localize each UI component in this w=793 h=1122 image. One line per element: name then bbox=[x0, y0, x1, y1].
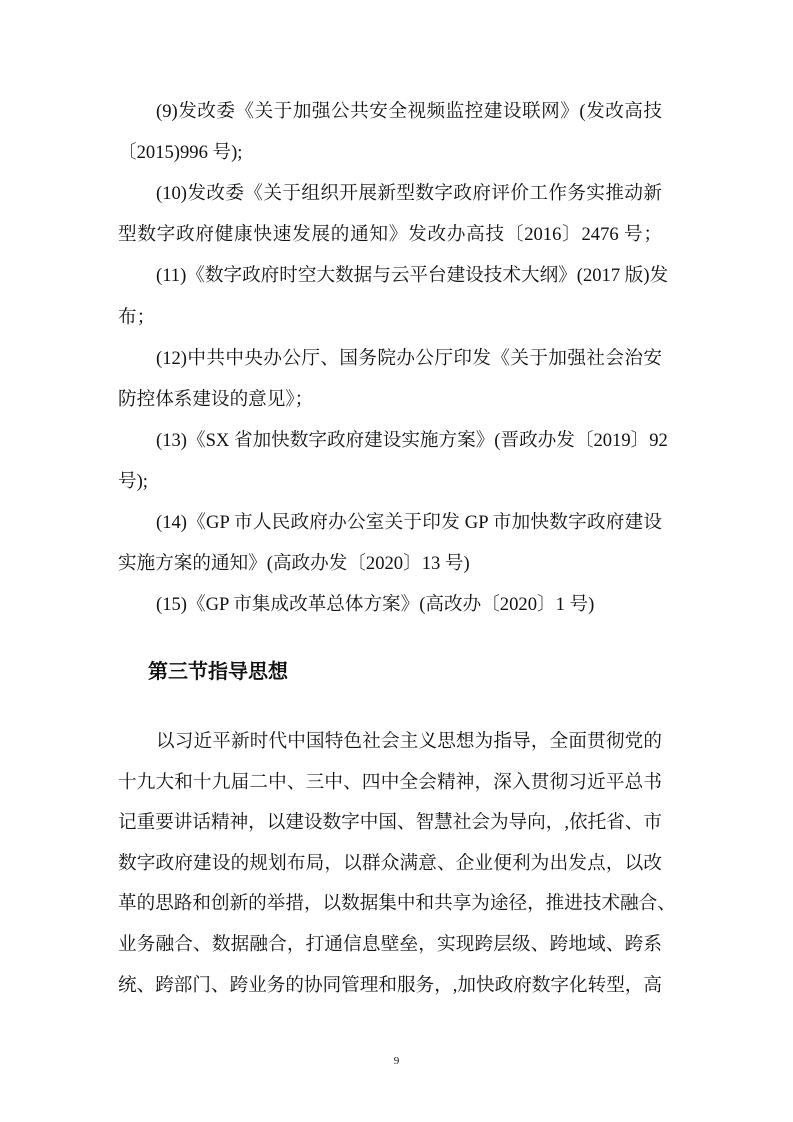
reference-line: (14)《GP 市人民政府办公室关于印发 GP 市加快数字政府建设 bbox=[156, 512, 662, 533]
paragraph-line: 十九大和十九届二中、三中、四中全会精神，深入贯彻习近平总书 bbox=[118, 771, 662, 793]
reference-line: (13)《SX 省加快数字政府建设实施方案》(晋政办发〔2019〕92 bbox=[156, 429, 668, 451]
section-heading: 第三节指导思想 bbox=[148, 659, 288, 683]
reference-line: 防控体系建设的意见》； bbox=[118, 388, 314, 410]
reference-line: 布； bbox=[118, 306, 156, 328]
reference-line: (11)《数字政府时空大数据与云平台建设技术大纲》(2017 版)发 bbox=[156, 265, 669, 287]
reference-line: 〔2015)996 号); bbox=[118, 142, 243, 164]
paragraph-line: 统、跨部门、跨业务的协同管理和服务，,加快政府数字化转型，高 bbox=[118, 974, 662, 996]
reference-line: (12)中共中央办公厅、国务院办公厅印发《关于加强社会治安 bbox=[156, 347, 662, 369]
reference-line: 号); bbox=[118, 470, 148, 492]
reference-line: (9)发改委《关于加强公共安全视频监控建设联网》(发改高技 bbox=[156, 101, 662, 122]
reference-line: 型数字政府健康快速发展的通知》发改办高技〔2016〕2476 号； bbox=[118, 224, 662, 246]
paragraph-line: 记重要讲话精神，以建设数字中国、智慧社会为导向，,依托省、市 bbox=[118, 812, 662, 834]
paragraph-line: 数字政府建设的规划布局，以群众满意、企业便利为出发点，以改 bbox=[118, 852, 662, 874]
paragraph-line: 革的思路和创新的举措，以数据集中和共享为途径，推进技术融合、 bbox=[118, 893, 676, 915]
reference-line: (15)《GP 市集成改革总体方案》(高改办〔2020〕1 号) bbox=[156, 594, 595, 616]
paragraph-line: 业务融合、数据融合，打通信息壁垒，实现跨层级、跨地域、跨系 bbox=[118, 934, 662, 955]
paragraph-line: 以习近平新时代中国特色社会主义思想为指导，全面贯彻党的 bbox=[156, 731, 662, 752]
reference-line: 实施方案的通知》(高政办发〔2020〕13 号) bbox=[118, 553, 470, 575]
reference-line: (10)发改委《关于组织开展新型数字政府评价工作务实推动新 bbox=[156, 183, 662, 205]
page-number: 9 bbox=[393, 1055, 400, 1067]
